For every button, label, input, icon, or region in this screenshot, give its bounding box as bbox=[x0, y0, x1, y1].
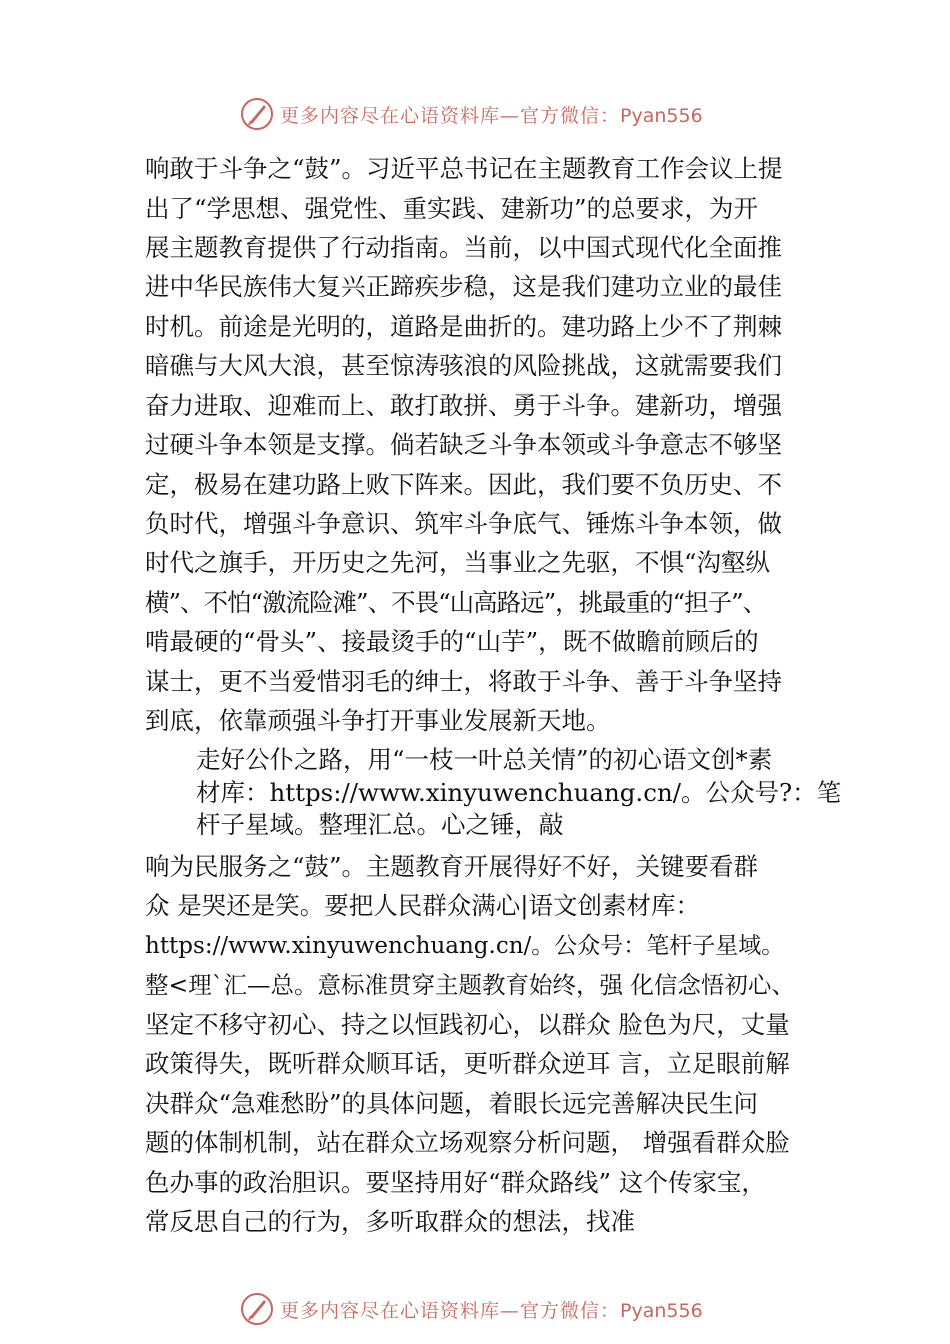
body-line: 负时代，增强斗争意识、筑牢斗争底气、锤炼斗争本领，做 bbox=[145, 509, 782, 538]
body-line: 奋力进取、迎难而上、敢打敢拼、勇于斗争。建新功，增强 bbox=[145, 391, 782, 420]
inserted-line: 杆子星域。整理汇总。心之锤，敲 bbox=[196, 810, 564, 839]
quill-seal-icon bbox=[240, 97, 274, 131]
body-line: 定，极易在建功路上败下阵来。因此，我们要不负历史、不 bbox=[145, 470, 782, 499]
inserted-line: 走好公仆之路，用“一枝一叶总关情”的初心语文创*素 bbox=[196, 745, 773, 774]
watermark-text: 更多内容尽在心语资料库—官方微信：Pyan556 bbox=[280, 1299, 703, 1322]
body-line: 时机。前途是光明的，道路是曲折的。建功路上少不了荆棘 bbox=[145, 312, 782, 341]
body-line: 色办事的政治胆识。要坚持用好“群众路线” 这个传家宝， bbox=[145, 1168, 766, 1197]
body-line: 常反思自己的行为，多听取群众的想法，找准 bbox=[145, 1207, 635, 1236]
body-line: 响敢于斗争之“鼓”。习近平总书记在主题教育工作会议上提 bbox=[145, 154, 783, 183]
quill-seal-icon bbox=[240, 1292, 274, 1326]
inserted-line: 材库：https://www.xinyuwenchuang.cn/。公众号?：笔 bbox=[196, 778, 842, 807]
body-line: 谋士，更不当爱惜羽毛的绅士，将敢于斗争、善于斗争坚持 bbox=[145, 667, 782, 696]
body-line: 决群众“急难愁盼”的具体问题，着眼长远完善解决民生问 bbox=[145, 1089, 759, 1118]
body-line: 展主题教育提供了行动指南。当前，以中国式现代化全面推 bbox=[145, 233, 782, 262]
header-watermark bbox=[240, 96, 703, 132]
body-line: 暗礁与大风大浪，甚至惊涛骇浪的风险挑战，这就需要我们 bbox=[145, 351, 782, 380]
body-line: 时代之旗手，开历史之先河，当事业之先驱，不惧“沟壑纵 bbox=[145, 548, 771, 577]
body-line: https://www.xinyuwenchuang.cn/。公众号：笔杆子星域。 bbox=[145, 933, 785, 959]
body-line: 响为民服务之“鼓”。主题教育开展得好不好，关键要看群 bbox=[145, 852, 759, 881]
body-line: 到底，依靠顽强斗争打开事业发展新天地。 bbox=[145, 706, 611, 735]
body-line: 过硬斗争本领是支撑。倘若缺乏斗争本领或斗争意志不够坚 bbox=[145, 430, 782, 459]
body-line: 进中华民族伟大复兴正蹄疾步稳，这是我们建功立业的最佳 bbox=[145, 272, 782, 301]
body-line: 题的体制机制，站在群众立场观察分析问题， 增强看群众脸 bbox=[145, 1128, 790, 1157]
body-line: 众 是哭还是笑。要把人民群众满心|语文创素材库： bbox=[145, 891, 701, 920]
body-line: 出了“学思想、强党性、重实践、建新功”的总要求，为开 bbox=[145, 194, 759, 223]
body-line: 坚定不移守初心、持之以恒践初心，以群众 脸色为尺，丈量 bbox=[145, 1010, 790, 1039]
body-line: 政策得失，既听群众顺耳话，更听群众逆耳 言，立足眼前解 bbox=[145, 1049, 790, 1078]
footer-watermark bbox=[240, 1291, 703, 1327]
body-line: 横”、不怕“激流险滩”、不畏“山高路远”，挑最重的“担子”、 bbox=[145, 588, 767, 617]
body-line: 啃最硬的“骨头”、接最烫手的“山芋”，既不做瞻前顾后的 bbox=[145, 627, 759, 656]
watermark-text: 更多内容尽在心语资料库—官方微信：Pyan556 bbox=[280, 104, 703, 127]
body-line: 整<理`汇—总。意标准贯穿主题教育始终，强 化信念悟初心、 bbox=[145, 971, 795, 999]
